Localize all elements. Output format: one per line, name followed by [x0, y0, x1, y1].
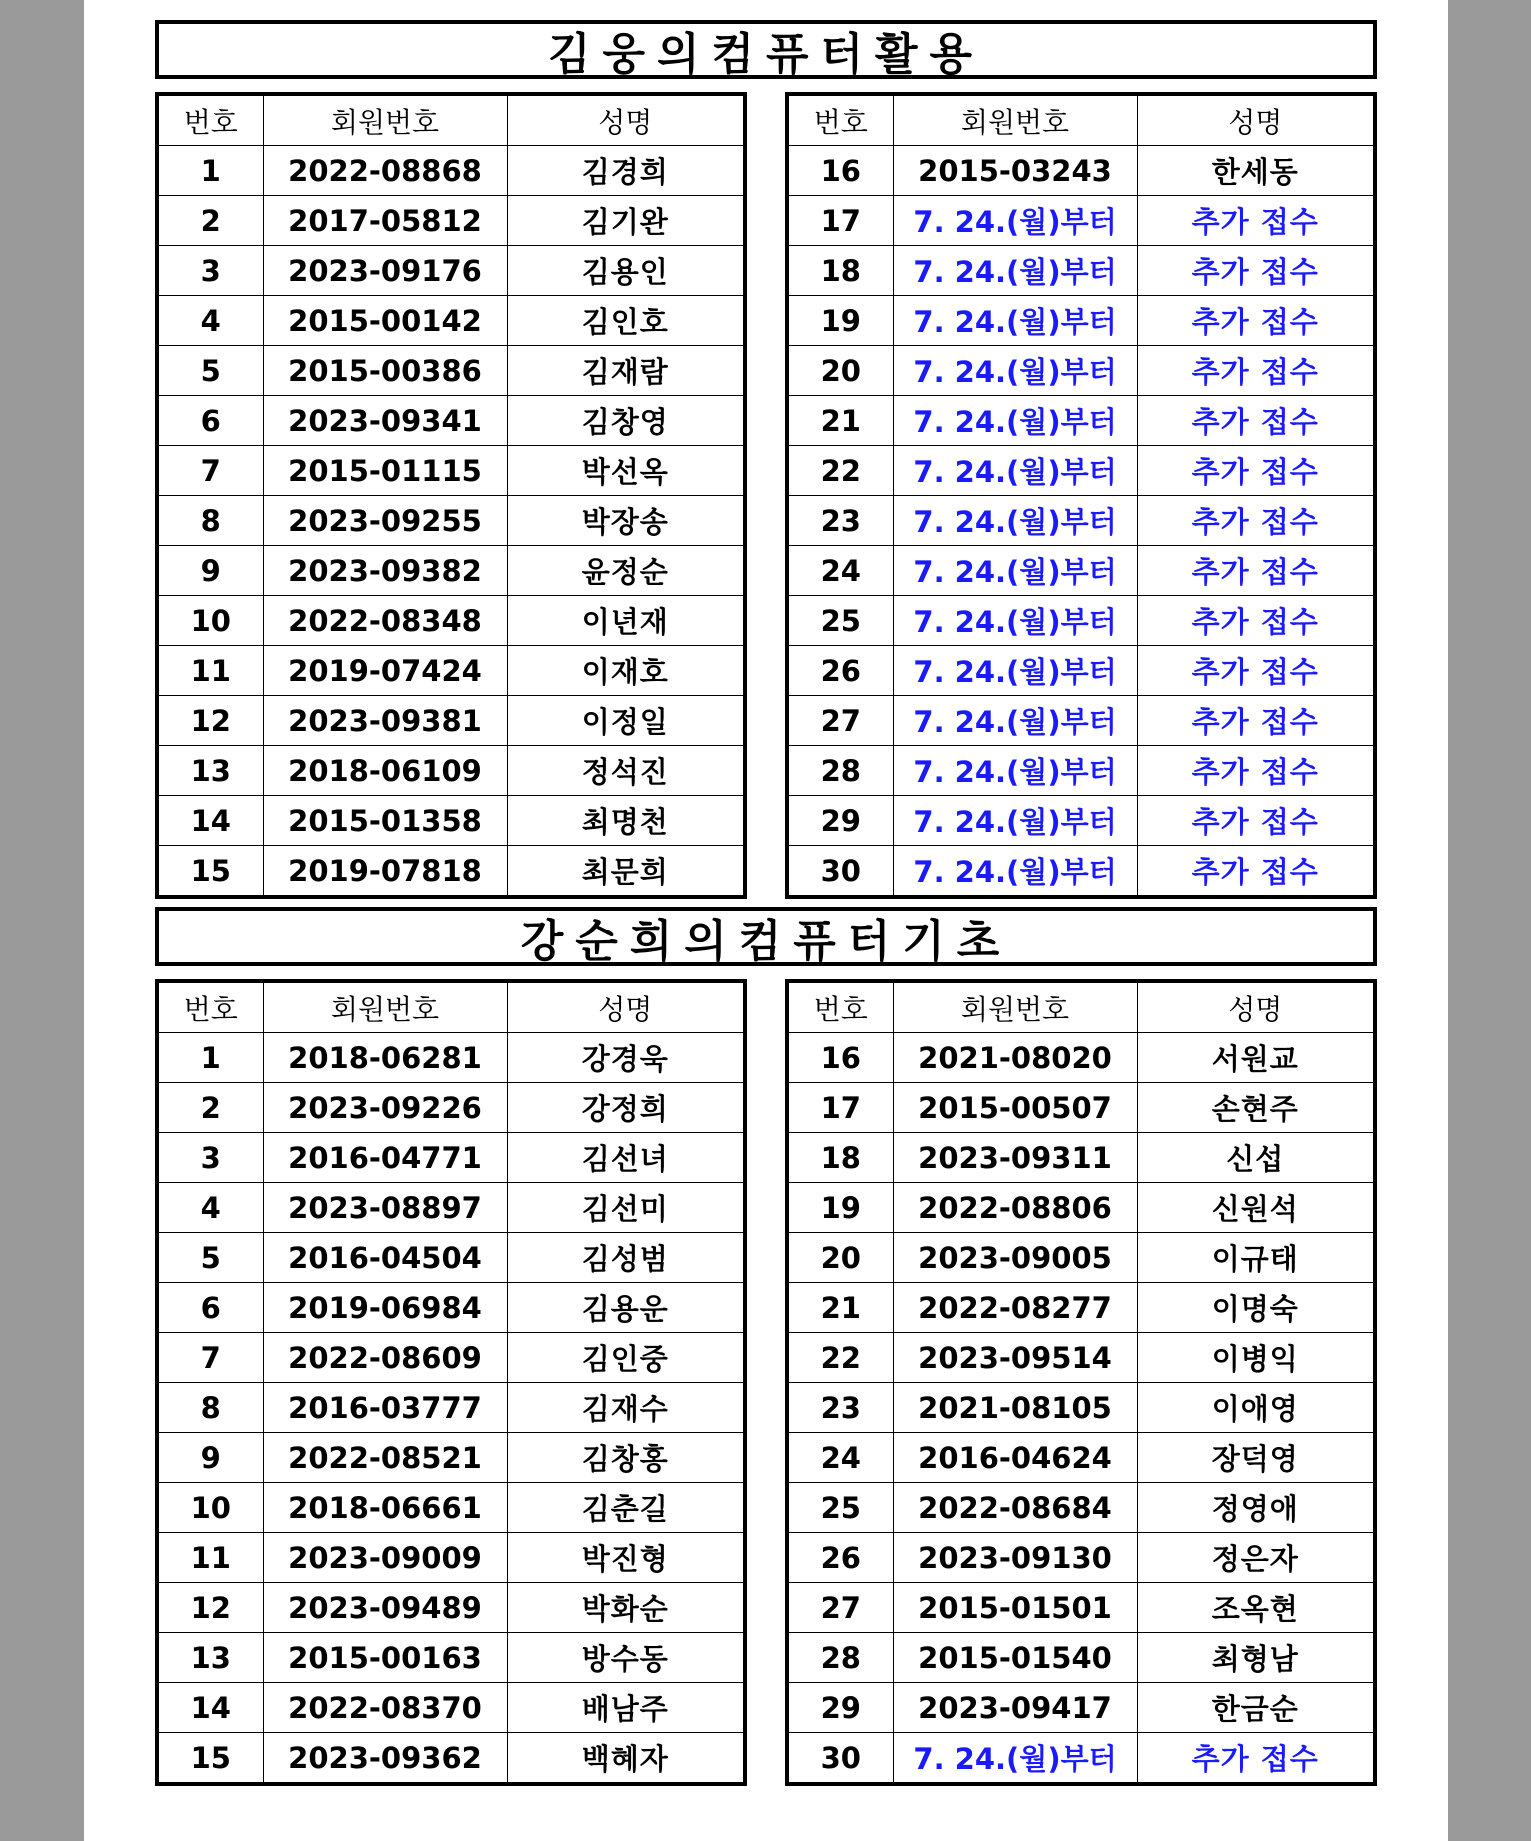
row-number: 23 — [787, 496, 893, 546]
row-number: 28 — [787, 746, 893, 796]
member-name: 추가 접수 — [1137, 596, 1375, 646]
member-name: 조옥현 — [1137, 1583, 1375, 1633]
roster-tables — [155, 92, 1377, 889]
table-row — [157, 146, 745, 196]
row-number: 5 — [157, 346, 263, 396]
member-id: 2023-09381 — [263, 696, 507, 746]
member-name: 추가 접수 — [1137, 796, 1375, 846]
member-id: 2022-08348 — [263, 596, 507, 646]
member-id: 7. 24.(월)부터 — [893, 196, 1137, 246]
member-id: 7. 24.(월)부터 — [893, 296, 1137, 346]
header-name: 성명 — [507, 94, 745, 146]
member-id: 2018-06109 — [263, 746, 507, 796]
member-name: 최형남 — [1137, 1633, 1375, 1683]
member-id: 2015-00142 — [263, 296, 507, 346]
member-name: 김선녀 — [507, 1133, 745, 1183]
member-name: 이애영 — [1137, 1383, 1375, 1433]
member-name: 최명천 — [507, 796, 745, 846]
table-row — [787, 1533, 1375, 1583]
table-row — [157, 1283, 745, 1333]
table-row — [787, 1283, 1375, 1333]
member-id: 2015-01358 — [263, 796, 507, 846]
member-id: 2023-09417 — [893, 1683, 1137, 1733]
row-number: 4 — [157, 1183, 263, 1233]
table-row — [157, 296, 745, 346]
row-number: 26 — [787, 646, 893, 696]
member-id: 7. 24.(월)부터 — [893, 696, 1137, 746]
row-number: 11 — [157, 646, 263, 696]
class-title: 김웅의컴퓨터활용 — [155, 20, 1377, 79]
table-row — [157, 1033, 745, 1083]
member-name: 김창홍 — [507, 1433, 745, 1483]
member-name: 최문희 — [507, 846, 745, 898]
member-id: 2022-08609 — [263, 1333, 507, 1383]
header-member-id: 회원번호 — [893, 94, 1137, 146]
member-id: 7. 24.(월)부터 — [893, 246, 1137, 296]
table-row — [787, 1133, 1375, 1183]
row-number: 14 — [157, 796, 263, 846]
table-row — [787, 1583, 1375, 1633]
table-row — [157, 1233, 745, 1283]
row-number: 7 — [157, 1333, 263, 1383]
member-name: 김춘길 — [507, 1483, 745, 1533]
table-row — [787, 746, 1375, 796]
table-row — [157, 1683, 745, 1733]
table-row — [787, 1633, 1375, 1683]
table-row — [157, 346, 745, 396]
member-id: 2016-04771 — [263, 1133, 507, 1183]
row-number: 4 — [157, 296, 263, 346]
member-id: 2021-08020 — [893, 1033, 1137, 1083]
table-row — [787, 1383, 1375, 1433]
table-row — [157, 1133, 745, 1183]
member-id: 2023-09009 — [263, 1533, 507, 1583]
table-row — [157, 446, 745, 496]
table-row — [157, 846, 745, 898]
table-row — [157, 396, 745, 446]
member-name: 신원석 — [1137, 1183, 1375, 1233]
member-name: 장덕영 — [1137, 1433, 1375, 1483]
member-id: 2023-09005 — [893, 1233, 1137, 1283]
roster-table-left — [155, 92, 747, 899]
member-id: 7. 24.(월)부터 — [893, 796, 1137, 846]
member-id: 2019-07424 — [263, 646, 507, 696]
member-name: 김성범 — [507, 1233, 745, 1283]
member-name: 추가 접수 — [1137, 296, 1375, 346]
table-row — [157, 746, 745, 796]
member-id: 2023-09311 — [893, 1133, 1137, 1183]
member-id: 2023-08897 — [263, 1183, 507, 1233]
table-row — [157, 1183, 745, 1233]
table-row — [787, 1033, 1375, 1083]
table-row — [787, 546, 1375, 596]
member-id: 2022-08277 — [893, 1283, 1137, 1333]
table-header-row — [787, 94, 1375, 146]
member-id: 2022-08370 — [263, 1683, 507, 1733]
member-name: 추가 접수 — [1137, 846, 1375, 898]
row-number: 23 — [787, 1383, 893, 1433]
row-number: 27 — [787, 1583, 893, 1633]
table-row — [157, 1583, 745, 1633]
member-name: 이정일 — [507, 696, 745, 746]
table-row — [787, 396, 1375, 446]
member-name: 추가 접수 — [1137, 396, 1375, 446]
row-number: 30 — [787, 846, 893, 898]
member-name: 김인호 — [507, 296, 745, 346]
member-name: 백혜자 — [507, 1733, 745, 1785]
member-id: 2015-00386 — [263, 346, 507, 396]
member-id: 2015-00507 — [893, 1083, 1137, 1133]
member-name: 박장송 — [507, 496, 745, 546]
class-section-2 — [155, 907, 1377, 1776]
member-id: 7. 24.(월)부터 — [893, 846, 1137, 898]
table-row — [787, 796, 1375, 846]
roster-tables — [155, 979, 1377, 1776]
member-id: 2016-03777 — [263, 1383, 507, 1433]
header-name: 성명 — [507, 981, 745, 1033]
row-number: 24 — [787, 546, 893, 596]
header-no: 번호 — [157, 94, 263, 146]
member-id: 2023-09382 — [263, 546, 507, 596]
table-row — [157, 696, 745, 746]
table-row — [157, 246, 745, 296]
member-name: 추가 접수 — [1137, 246, 1375, 296]
table-row — [787, 1483, 1375, 1533]
row-number: 8 — [157, 496, 263, 546]
row-number: 27 — [787, 696, 893, 746]
member-id: 7. 24.(월)부터 — [893, 346, 1137, 396]
table-row — [787, 196, 1375, 246]
member-name: 강정희 — [507, 1083, 745, 1133]
member-name: 정석진 — [507, 746, 745, 796]
member-name: 박진형 — [507, 1533, 745, 1583]
member-id: 7. 24.(월)부터 — [893, 646, 1137, 696]
member-name: 추가 접수 — [1137, 196, 1375, 246]
header-member-id: 회원번호 — [893, 981, 1137, 1033]
row-number: 3 — [157, 246, 263, 296]
member-name: 윤정순 — [507, 546, 745, 596]
row-number: 20 — [787, 1233, 893, 1283]
member-name: 추가 접수 — [1137, 546, 1375, 596]
member-name: 정은자 — [1137, 1533, 1375, 1583]
member-name: 박화순 — [507, 1583, 745, 1633]
row-number: 1 — [157, 146, 263, 196]
member-id: 2015-01501 — [893, 1583, 1137, 1633]
table-row — [787, 346, 1375, 396]
table-row — [787, 696, 1375, 746]
member-name: 이명숙 — [1137, 1283, 1375, 1333]
table-row — [157, 1533, 745, 1583]
member-id: 2023-09362 — [263, 1733, 507, 1785]
table-row — [787, 846, 1375, 898]
table-row — [787, 1683, 1375, 1733]
member-name: 김기완 — [507, 196, 745, 246]
header-name: 성명 — [1137, 981, 1375, 1033]
table-row — [157, 1433, 745, 1483]
row-number: 29 — [787, 1683, 893, 1733]
table-row — [157, 1633, 745, 1683]
member-name: 박선옥 — [507, 446, 745, 496]
member-name: 김인중 — [507, 1333, 745, 1383]
header-member-id: 회원번호 — [263, 94, 507, 146]
row-number: 25 — [787, 596, 893, 646]
member-id: 2022-08868 — [263, 146, 507, 196]
row-number: 7 — [157, 446, 263, 496]
member-name: 추가 접수 — [1137, 346, 1375, 396]
member-name: 김용인 — [507, 246, 745, 296]
row-number: 13 — [157, 1633, 263, 1683]
member-id: 2023-09130 — [893, 1533, 1137, 1583]
table-row — [787, 246, 1375, 296]
member-id: 2018-06661 — [263, 1483, 507, 1533]
member-id: 2022-08521 — [263, 1433, 507, 1483]
member-name: 방수동 — [507, 1633, 745, 1683]
member-id: 2023-09255 — [263, 496, 507, 546]
member-id: 2021-08105 — [893, 1383, 1137, 1433]
member-name: 서원교 — [1137, 1033, 1375, 1083]
header-name: 성명 — [1137, 94, 1375, 146]
row-number: 22 — [787, 446, 893, 496]
member-id: 2015-01540 — [893, 1633, 1137, 1683]
row-number: 19 — [787, 296, 893, 346]
member-id: 2016-04504 — [263, 1233, 507, 1283]
member-id: 7. 24.(월)부터 — [893, 496, 1137, 546]
row-number: 12 — [157, 1583, 263, 1633]
row-number: 2 — [157, 196, 263, 246]
row-number: 12 — [157, 696, 263, 746]
member-id: 2023-09341 — [263, 396, 507, 446]
table-header-row — [157, 94, 745, 146]
member-id: 7. 24.(월)부터 — [893, 746, 1137, 796]
table-row — [787, 596, 1375, 646]
roster-table-right — [785, 92, 1377, 899]
table-row — [787, 1733, 1375, 1785]
member-name: 김선미 — [507, 1183, 745, 1233]
member-id: 2015-01115 — [263, 446, 507, 496]
member-name: 이병익 — [1137, 1333, 1375, 1383]
member-name: 추가 접수 — [1137, 646, 1375, 696]
row-number: 18 — [787, 1133, 893, 1183]
member-id: 7. 24.(월)부터 — [893, 596, 1137, 646]
member-name: 추가 접수 — [1137, 746, 1375, 796]
row-number: 28 — [787, 1633, 893, 1683]
row-number: 2 — [157, 1083, 263, 1133]
member-name: 추가 접수 — [1137, 696, 1375, 746]
roster-table-right — [785, 979, 1377, 1786]
row-number: 9 — [157, 1433, 263, 1483]
row-number: 5 — [157, 1233, 263, 1283]
row-number: 13 — [157, 746, 263, 796]
table-row — [157, 196, 745, 246]
row-number: 17 — [787, 1083, 893, 1133]
class-title: 강순희의컴퓨터기초 — [155, 907, 1377, 966]
table-row — [787, 1233, 1375, 1283]
table-header-row — [157, 981, 745, 1033]
row-number: 30 — [787, 1733, 893, 1785]
member-id: 2015-00163 — [263, 1633, 507, 1683]
table-row — [157, 1333, 745, 1383]
table-row — [787, 1433, 1375, 1483]
member-id: 2023-09176 — [263, 246, 507, 296]
row-number: 24 — [787, 1433, 893, 1483]
row-number: 10 — [157, 1483, 263, 1533]
member-name: 김재람 — [507, 346, 745, 396]
member-id: 7. 24.(월)부터 — [893, 396, 1137, 446]
row-number: 3 — [157, 1133, 263, 1183]
member-name: 강경욱 — [507, 1033, 745, 1083]
member-id: 7. 24.(월)부터 — [893, 1733, 1137, 1785]
row-number: 11 — [157, 1533, 263, 1583]
table-row — [157, 1483, 745, 1533]
member-id: 2022-08684 — [893, 1483, 1137, 1533]
member-id: 2016-04624 — [893, 1433, 1137, 1483]
member-id: 2022-08806 — [893, 1183, 1137, 1233]
row-number: 14 — [157, 1683, 263, 1733]
member-name: 추가 접수 — [1137, 1733, 1375, 1785]
row-number: 26 — [787, 1533, 893, 1583]
member-id: 7. 24.(월)부터 — [893, 446, 1137, 496]
table-row — [157, 546, 745, 596]
member-name: 김용운 — [507, 1283, 745, 1333]
member-id: 2018-06281 — [263, 1033, 507, 1083]
row-number: 9 — [157, 546, 263, 596]
row-number: 16 — [787, 1033, 893, 1083]
row-number: 16 — [787, 146, 893, 196]
member-name: 이년재 — [507, 596, 745, 646]
roster-table-left — [155, 979, 747, 1786]
row-number: 15 — [157, 1733, 263, 1785]
row-number: 21 — [787, 1283, 893, 1333]
member-id: 2017-05812 — [263, 196, 507, 246]
table-row — [157, 1733, 745, 1785]
member-name: 손현주 — [1137, 1083, 1375, 1133]
class-section-1 — [155, 20, 1377, 889]
table-row — [157, 796, 745, 846]
table-row — [787, 1333, 1375, 1383]
member-id: 7. 24.(월)부터 — [893, 546, 1137, 596]
row-number: 6 — [157, 396, 263, 446]
row-number: 18 — [787, 246, 893, 296]
header-no: 번호 — [787, 94, 893, 146]
row-number: 22 — [787, 1333, 893, 1383]
member-name: 김재수 — [507, 1383, 745, 1433]
row-number: 6 — [157, 1283, 263, 1333]
member-name: 배남주 — [507, 1683, 745, 1733]
row-number: 1 — [157, 1033, 263, 1083]
member-id: 2019-06984 — [263, 1283, 507, 1333]
table-row — [787, 1183, 1375, 1233]
row-number: 25 — [787, 1483, 893, 1533]
table-row — [157, 596, 745, 646]
member-id: 2023-09489 — [263, 1583, 507, 1633]
row-number: 15 — [157, 846, 263, 898]
member-name: 김창영 — [507, 396, 745, 446]
member-name: 정영애 — [1137, 1483, 1375, 1533]
table-row — [787, 646, 1375, 696]
row-number: 19 — [787, 1183, 893, 1233]
member-id: 2019-07818 — [263, 846, 507, 898]
table-row — [157, 646, 745, 696]
row-number: 29 — [787, 796, 893, 846]
table-row — [157, 496, 745, 546]
member-name: 이규태 — [1137, 1233, 1375, 1283]
table-header-row — [787, 981, 1375, 1033]
member-name: 김경희 — [507, 146, 745, 196]
table-row — [787, 496, 1375, 546]
header-no: 번호 — [157, 981, 263, 1033]
member-id: 2023-09514 — [893, 1333, 1137, 1383]
row-number: 20 — [787, 346, 893, 396]
member-name: 신섭 — [1137, 1133, 1375, 1183]
member-name: 추가 접수 — [1137, 446, 1375, 496]
member-name: 한세동 — [1137, 146, 1375, 196]
row-number: 17 — [787, 196, 893, 246]
table-row — [787, 146, 1375, 196]
row-number: 10 — [157, 596, 263, 646]
member-name: 추가 접수 — [1137, 496, 1375, 546]
header-no: 번호 — [787, 981, 893, 1033]
member-name: 이재호 — [507, 646, 745, 696]
member-id: 2023-09226 — [263, 1083, 507, 1133]
table-row — [787, 1083, 1375, 1133]
table-row — [787, 446, 1375, 496]
header-member-id: 회원번호 — [263, 981, 507, 1033]
member-id: 2015-03243 — [893, 146, 1137, 196]
member-name: 한금순 — [1137, 1683, 1375, 1733]
row-number: 8 — [157, 1383, 263, 1433]
document-page — [84, 0, 1448, 1841]
table-row — [157, 1083, 745, 1133]
table-row — [157, 1383, 745, 1433]
row-number: 21 — [787, 396, 893, 446]
table-row — [787, 296, 1375, 346]
